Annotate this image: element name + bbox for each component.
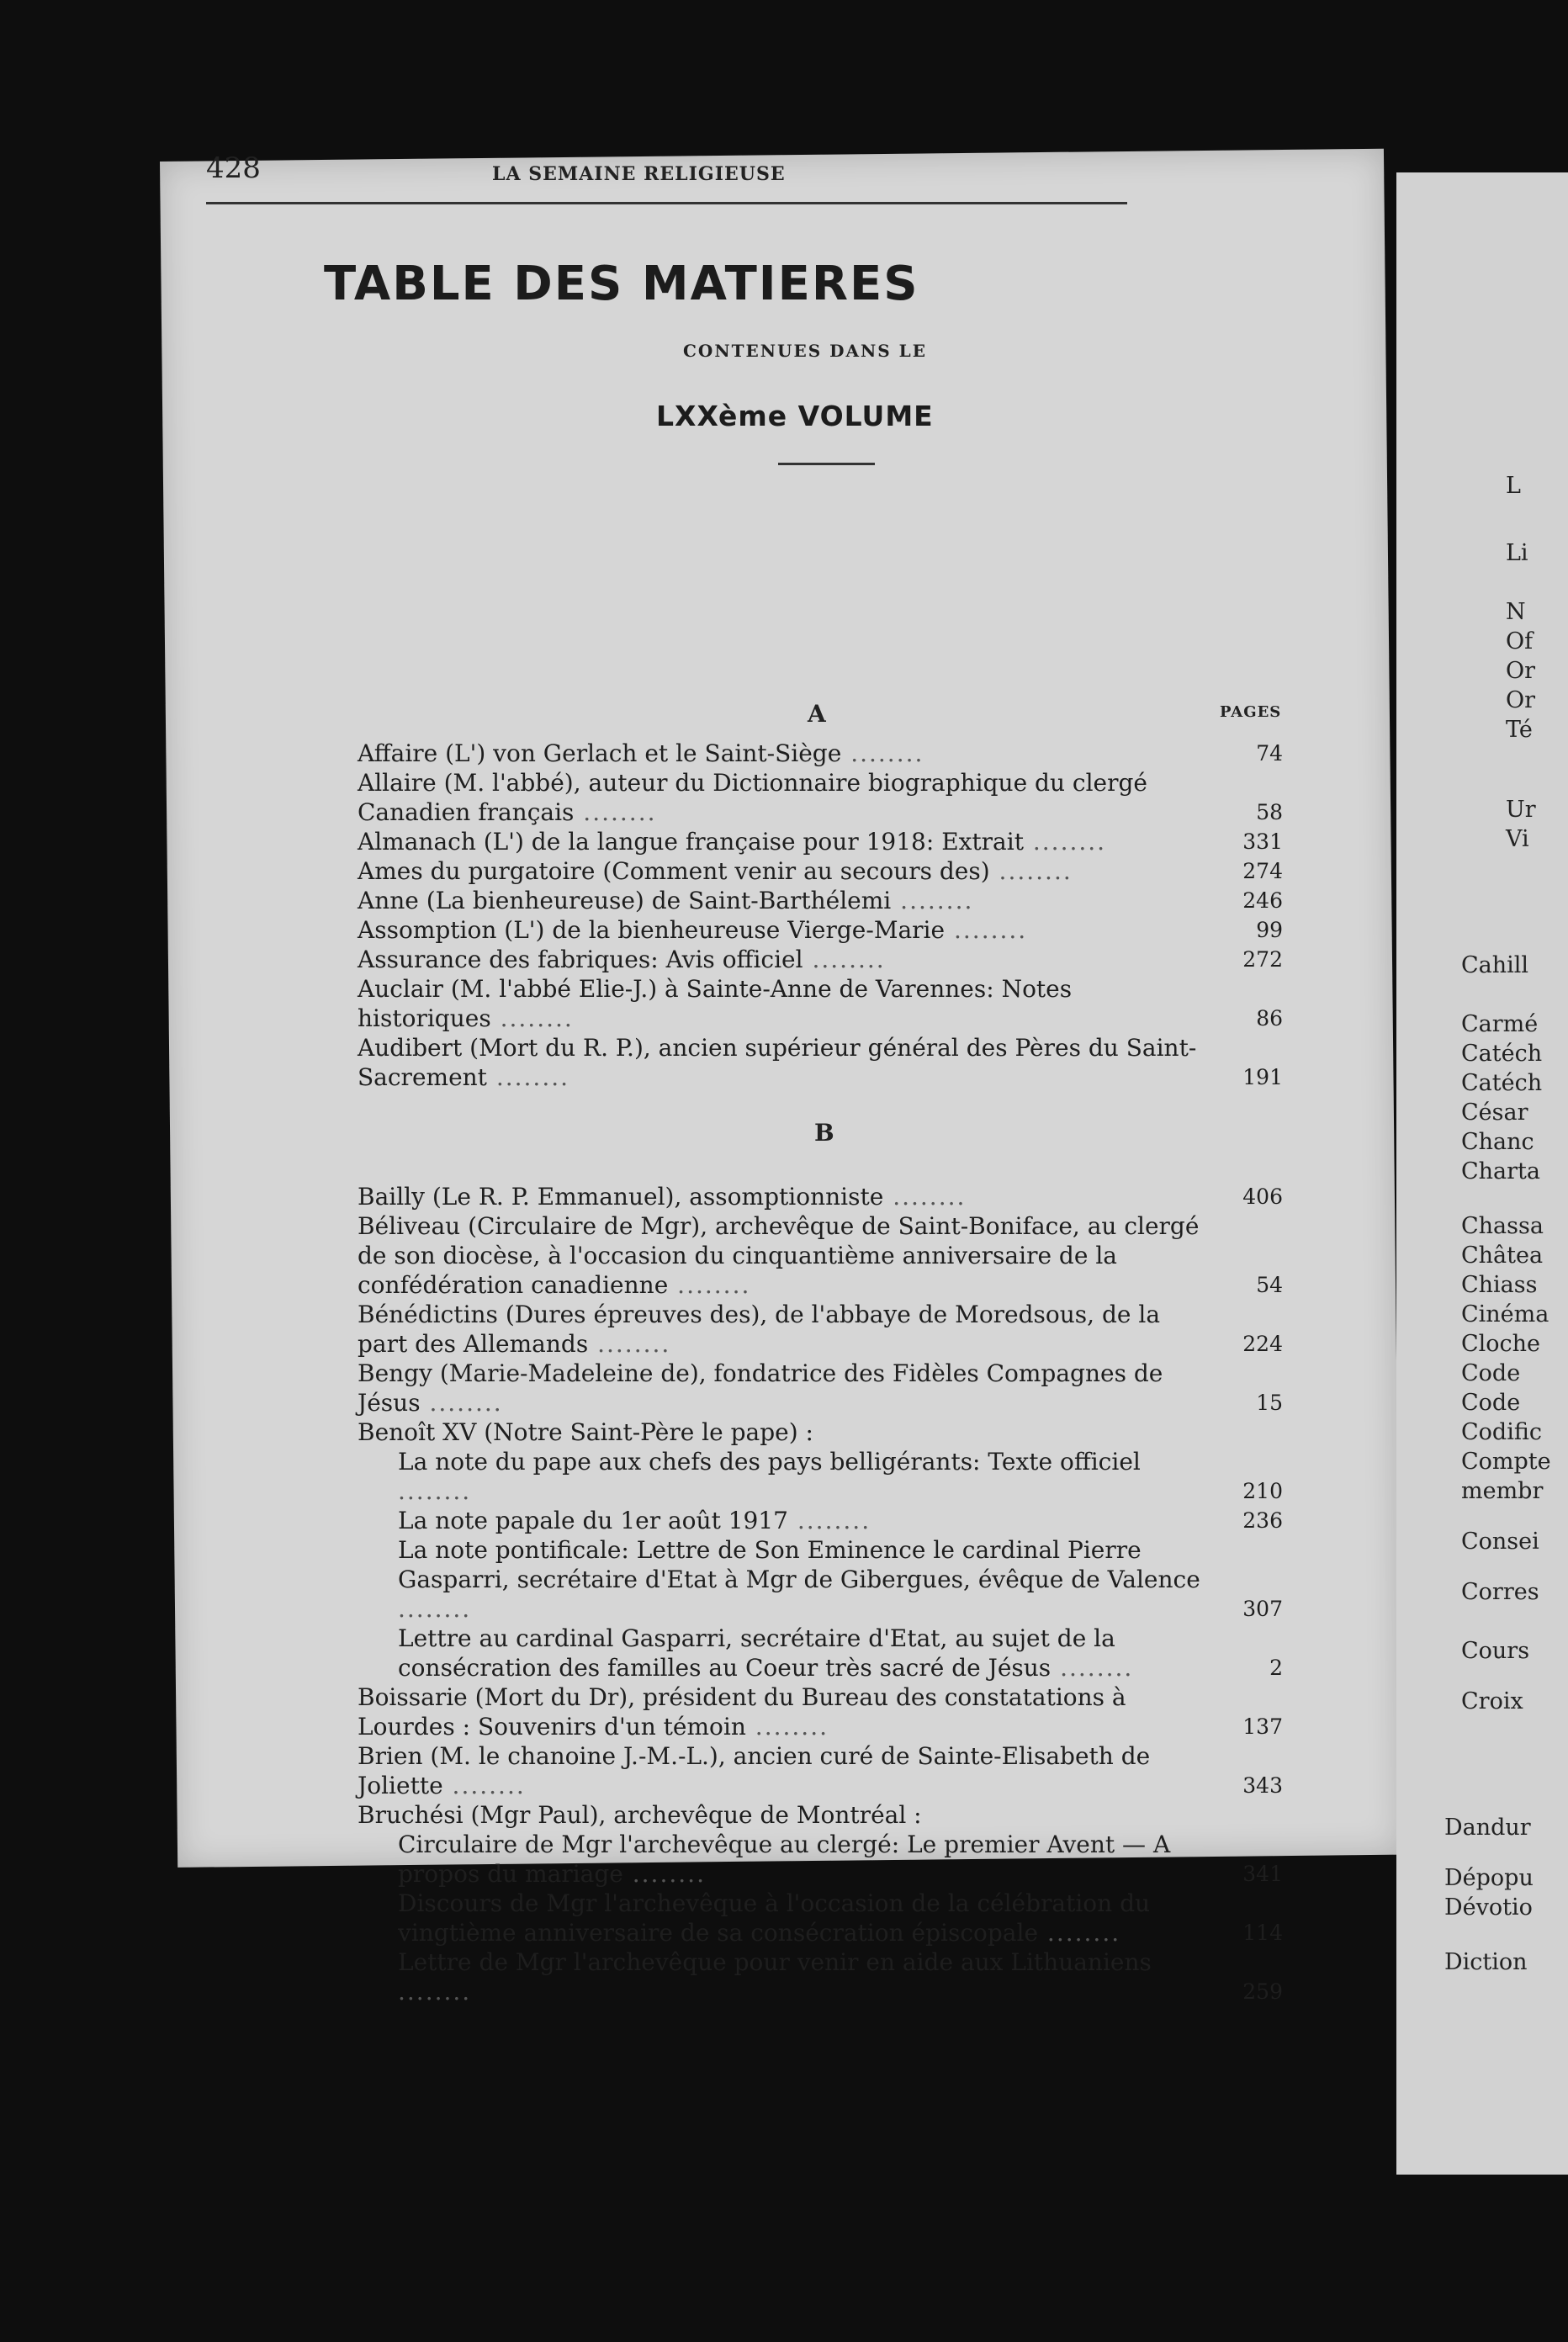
facing-fragment: N [1506, 599, 1526, 625]
toc-entry-page: 307 [1242, 1597, 1283, 1621]
facing-fragment: Dandur [1444, 1815, 1531, 1841]
facing-fragment: Catéch [1461, 1041, 1543, 1067]
facing-fragment: membr [1461, 1478, 1544, 1504]
leader-dots: ........ [1051, 1654, 1134, 1682]
toc-entry [358, 1447, 1283, 1506]
toc-entry-text: Boissarie (Mort du Dr), président du Bureau des constatations à Lourdes : Souvenirs d'un témoin ........ [358, 1683, 1126, 1741]
toc-entry [358, 1359, 1283, 1417]
toc-entry [358, 856, 1283, 886]
toc-entry-text: Ames du purgatoire (Comment venir au secours des) ........ [358, 857, 1073, 885]
toc-entry [358, 1033, 1283, 1092]
facing-fragment: Code [1461, 1390, 1521, 1416]
toc-entry [358, 1506, 1283, 1535]
toc-entry-page: 137 [1242, 1714, 1283, 1739]
facing-fragment: L [1506, 473, 1521, 499]
facing-fragment: Codific [1461, 1419, 1542, 1445]
facing-fragment: Li [1506, 540, 1528, 566]
toc-entry-text: Bailly (Le R. P. Emmanuel), assomptionniste ........ [358, 1183, 967, 1211]
facing-fragment: Carmé [1461, 1011, 1539, 1037]
volume-heading: LXXème VOLUME [656, 400, 934, 432]
toc-entry [358, 1889, 1283, 1947]
leader-dots: ........ [1023, 828, 1107, 856]
toc-entry-page: 343 [1242, 1773, 1283, 1798]
toc-entry-text: Benoît XV (Notre Saint-Père le pape) : [358, 1418, 813, 1446]
facing-fragment: Té [1506, 717, 1533, 743]
toc-entry-page: 246 [1242, 888, 1283, 913]
toc-entry-text: Assomption (L') de la bienheureuse Vierge-Marie ........ [358, 916, 1028, 944]
facing-fragment: Dépopu [1444, 1865, 1534, 1891]
toc-entry-page: 331 [1242, 829, 1283, 854]
leader-dots: ........ [787, 1507, 871, 1534]
running-title: LA SEMAINE RELIGIEUSE [492, 163, 786, 185]
leader-dots: ........ [588, 1330, 671, 1358]
toc-entry [358, 1682, 1283, 1741]
header-rule [206, 202, 1127, 204]
facing-fragment: Compte [1461, 1449, 1551, 1475]
toc-entry-text: Béliveau (Circulaire de Mgr), archevêque de Saint-Boniface, au clergé de son diocèse, à l'occasion du cinquantième anniversaire de la confédération canadienne ........ [358, 1212, 1200, 1299]
toc-entry-text: Circulaire de Mgr l'archevêque au clergé: Le premier Avent — A propos du mariage ........ [398, 1831, 1171, 1888]
toc-entry-page: 191 [1242, 1065, 1283, 1089]
toc-entry-page: 274 [1242, 859, 1283, 883]
facing-fragment: Dévotio [1444, 1894, 1533, 1921]
toc-entry-text: Allaire (M. l'abbé), auteur du Dictionnaire biographique du clergé Canadien français ........ [358, 769, 1147, 826]
toc-entry [358, 915, 1283, 945]
leader-dots: ........ [574, 798, 657, 826]
leader-dots: ........ [398, 1978, 472, 2006]
toc-entry-text: Auclair (M. l'abbé Elie-J.) à Sainte-Anne de Varennes: Notes historiques ........ [358, 975, 1073, 1032]
toc-entry-text: Audibert (Mort du R. P.), ancien supérieur général des Pères du Saint-Sacrement ........ [358, 1034, 1197, 1091]
facing-fragment: Cours [1461, 1638, 1530, 1664]
facing-fragment: Ur [1506, 797, 1536, 823]
toc-entry [358, 1182, 1283, 1211]
toc-entry [358, 739, 1283, 768]
toc-entry-text: Lettre au cardinal Gasparri, secrétaire d'Etat, au sujet de la consécration des familles au Coeur très sacré de Jésus ........ [398, 1624, 1134, 1682]
toc-entry [358, 1300, 1283, 1359]
toc-entry-text: La note papale du 1er août 1917 ........ [398, 1507, 871, 1534]
facing-fragment: Diction [1444, 1949, 1528, 1975]
facing-fragment: Cahill [1461, 952, 1529, 978]
leader-dots: ........ [891, 887, 974, 914]
toc-entry [358, 1947, 1283, 2006]
toc-entry-page: 259 [1242, 1979, 1283, 2004]
toc-entry [358, 1830, 1283, 1889]
leader-dots: ........ [883, 1183, 967, 1211]
toc-entry-page: 54 [1256, 1273, 1283, 1297]
leader-dots: ........ [668, 1271, 751, 1299]
leader-dots: ........ [420, 1389, 503, 1417]
leader-dots: ........ [803, 946, 886, 973]
toc-entry-page: 210 [1242, 1479, 1283, 1503]
toc-entry-page: 74 [1256, 741, 1283, 766]
facing-fragment: César [1461, 1099, 1528, 1126]
toc-entry [358, 1624, 1283, 1682]
toc-entry-text: Discours de Mgr l'archevêque à l'occasion de la célébration du vingtième anniversaire de sa consécration épiscopale ........ [398, 1889, 1151, 1947]
toc-entry [358, 1417, 1283, 1447]
leader-dots: ........ [1038, 1919, 1121, 1947]
toc-entry-page: 114 [1242, 1921, 1283, 1945]
leader-dots: ........ [945, 916, 1028, 944]
section-letter-b: B [814, 1119, 834, 1147]
facing-fragment: Consei [1461, 1529, 1539, 1555]
toc-entry-text: Bruchési (Mgr Paul), archevêque de Montréal : [358, 1801, 922, 1829]
facing-fragment: Cinéma [1461, 1301, 1549, 1327]
facing-fragment: Charta [1461, 1158, 1540, 1184]
leader-dots: ........ [841, 739, 924, 767]
toc-entry [358, 1741, 1283, 1800]
toc-entry-page: 2 [1269, 1656, 1283, 1680]
facing-fragment: Chanc [1461, 1129, 1534, 1155]
leader-dots: ........ [442, 1772, 526, 1799]
leader-dots: ........ [989, 857, 1073, 885]
toc-entry-page: 86 [1256, 1006, 1283, 1031]
section-a-entries [358, 739, 1283, 1092]
toc-entry-text: La note pontificale: Lettre de Son Eminence le cardinal Pierre Gasparri, secrétaire d'Etat à Mgr de Gibergues, évêque de Valence ........ [398, 1536, 1200, 1623]
toc-entry [358, 768, 1283, 827]
page-subtitle: CONTENUES DANS LE [683, 341, 927, 361]
section-letter-a: A [808, 700, 826, 728]
page-number: 428 [206, 151, 261, 185]
toc-entry-page: 406 [1242, 1184, 1283, 1209]
facing-fragment: Or [1506, 687, 1536, 713]
facing-fragment: Châtea [1461, 1243, 1544, 1269]
facing-fragment: Cloche [1461, 1331, 1541, 1357]
leader-dots: ........ [398, 1595, 472, 1623]
toc-entry [358, 827, 1283, 856]
leader-dots: ........ [745, 1713, 829, 1741]
leader-dots: ........ [622, 1860, 706, 1888]
toc-entry-text: La note du pape aux chefs des pays belligérants: Texte officiel ........ [398, 1448, 1141, 1505]
toc-entry-text: Bengy (Marie-Madeleine de), fondatrice des Fidèles Compagnes de Jésus ........ [358, 1359, 1163, 1417]
toc-entry-page: 341 [1242, 1862, 1283, 1886]
facing-fragment: Catéch [1461, 1070, 1543, 1096]
toc-entry [358, 886, 1283, 915]
toc-entry-page: 99 [1256, 918, 1283, 942]
toc-entry-page: 224 [1242, 1332, 1283, 1356]
pages-column-heading: PAGES [1220, 703, 1282, 721]
facing-fragment: Chassa [1461, 1213, 1544, 1239]
toc-entry [358, 974, 1283, 1033]
leader-dots: ........ [490, 1004, 574, 1032]
toc-entry-text: Bénédictins (Dures épreuves des), de l'abbaye de Moredsous, de la part des Allemands ........ [358, 1301, 1161, 1358]
leader-dots: ........ [486, 1063, 570, 1091]
toc-entry-text: Affaire (L') von Gerlach et le Saint-Siège ........ [358, 739, 924, 767]
toc-entry-text: Brien (M. le chanoine J.-M.-L.), ancien curé de Sainte-Elisabeth de Joliette ........ [358, 1742, 1151, 1799]
toc-entry-page: 58 [1256, 800, 1283, 824]
leader-dots: ........ [398, 1477, 472, 1505]
toc-entry-page: 15 [1256, 1391, 1283, 1415]
toc-entry [358, 1211, 1283, 1300]
facing-fragment: Vi [1506, 826, 1529, 852]
toc-entry-text: Assurance des fabriques: Avis officiel ........ [358, 946, 886, 973]
toc-entry-text: Lettre de Mgr l'archevêque pour venir en aide aux Lithuaniens ........ [398, 1948, 1152, 2006]
toc-entry-page: 272 [1242, 947, 1283, 972]
facing-fragment: Code [1461, 1360, 1521, 1386]
title-divider [778, 463, 875, 465]
facing-fragment: Of [1506, 628, 1534, 654]
section-b-entries [358, 1182, 1283, 2006]
facing-fragment: Chiass [1461, 1272, 1538, 1298]
page-title: TABLE DES MATIERES [324, 257, 919, 311]
facing-fragment: Corres [1461, 1579, 1539, 1605]
toc-entry-page: 236 [1242, 1508, 1283, 1533]
facing-fragment: Croix [1461, 1688, 1523, 1714]
toc-entry-text: Almanach (L') de la langue française pour 1918: Extrait ........ [358, 828, 1107, 856]
toc-entry [358, 1535, 1283, 1624]
facing-fragment: Or [1506, 658, 1536, 684]
toc-entry-text: Anne (La bienheureuse) de Saint-Barthélemi ........ [358, 887, 974, 914]
toc-entry [358, 945, 1283, 974]
toc-entry [358, 1800, 1283, 1830]
